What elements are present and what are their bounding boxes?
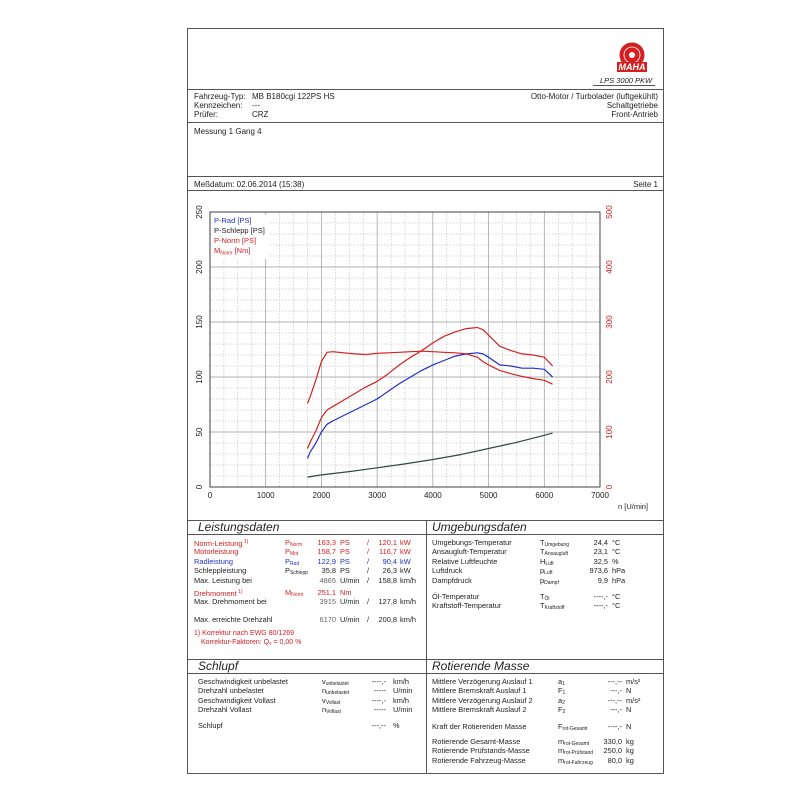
masse-label: Mittlere Verzögerung Auslauf 1 bbox=[432, 677, 533, 686]
umgebung-label: Luftdruck bbox=[432, 566, 463, 576]
symbol-subscript: rot-Fahrzeug bbox=[564, 759, 593, 766]
umgebung-symbol: $H_{Luft}$ bbox=[540, 556, 554, 567]
leistung-symbol: $M_{Norm}$ bbox=[285, 588, 304, 598]
column-divider bbox=[426, 520, 427, 773]
chart-legend bbox=[212, 215, 270, 259]
symbol-subscript: Mot bbox=[289, 551, 299, 558]
schlupf-unit: % bbox=[393, 721, 400, 730]
legend-entry: $M_{Norm}$ [Nm] bbox=[214, 246, 251, 257]
leistung-value-1: 251,1 bbox=[317, 588, 336, 597]
plate-label: Kennzeichen: bbox=[194, 101, 243, 110]
series-line bbox=[308, 433, 553, 477]
umgebung-label: Dampfdruck bbox=[432, 575, 472, 585]
logo-underline bbox=[593, 85, 655, 86]
leistung-value-1: 122,9 bbox=[317, 556, 336, 566]
x-tick-label: 6000 bbox=[535, 491, 554, 500]
drive: Front-Antrieb bbox=[611, 110, 658, 119]
leistung-unit-1: PS bbox=[340, 566, 350, 576]
leistung-unit-1: U/min bbox=[340, 615, 360, 624]
legend-entry: P-Rad [PS] bbox=[214, 216, 252, 225]
leistung-value-1: 163,3 bbox=[317, 538, 336, 547]
leistung-unit-2: kW bbox=[400, 547, 411, 557]
umgebung-symbol: $p_{Dampf}$ bbox=[540, 575, 559, 586]
symbol-subscript: 1 bbox=[562, 690, 566, 697]
x-tick-label: 2000 bbox=[312, 491, 331, 500]
leistung-value-2: 127,8 bbox=[378, 597, 397, 607]
masse-label: Mittlere Bremskraft Auslauf 2 bbox=[432, 705, 527, 715]
leistung-value-2: 200,8 bbox=[378, 615, 397, 624]
leistung-unit-1: U/min bbox=[340, 597, 360, 607]
leistung-symbol: $P_{Rad}$ bbox=[285, 556, 300, 567]
measurement-date: Meßdatum: 02.06.2014 (15:38) bbox=[194, 180, 305, 189]
y-right-tick-label: 500 bbox=[605, 205, 614, 219]
vehicle-type: MB B180cgi 122PS HS bbox=[252, 92, 335, 101]
leistung-unit-1: PS bbox=[340, 538, 350, 547]
leistung-separator: / bbox=[367, 615, 370, 624]
leistung-value-2: 90,4 bbox=[382, 556, 397, 566]
y-right-tick-label: 300 bbox=[605, 315, 614, 329]
schlupf-value: ---,-- bbox=[371, 721, 386, 730]
y-right-tick-label: 0 bbox=[605, 484, 614, 490]
leistung-separator: / bbox=[367, 547, 370, 557]
engine-type: Otto-Motor / Turbolader (luftgekühlt) bbox=[530, 92, 658, 101]
leistung-separator: / bbox=[367, 556, 370, 566]
umgebung-label: Relative Luftfeuchte bbox=[432, 556, 498, 566]
page-number: Seite 1 bbox=[633, 180, 658, 189]
leistung-symbol: $P_{Schlepp}$ bbox=[285, 566, 309, 577]
divider bbox=[188, 89, 663, 90]
divider bbox=[188, 534, 663, 535]
schlupf-unit: U/min bbox=[393, 686, 413, 696]
masse-symbol: $a_1$ bbox=[558, 677, 565, 687]
umgebung-value: ----,- bbox=[593, 592, 608, 601]
x-axis-unit: n [U/min] bbox=[617, 502, 648, 511]
masse-unit: N bbox=[626, 722, 632, 731]
y-right-tick-label: 400 bbox=[605, 260, 614, 274]
umgebung-symbol: $T_{Öl}$ bbox=[540, 592, 550, 602]
symbol-subscript: 2 bbox=[562, 709, 566, 716]
masse-value: ---,-- bbox=[607, 677, 622, 686]
leistung-separator: / bbox=[367, 566, 370, 576]
schlupf-symbol: $n_{Vollast}$ bbox=[322, 705, 341, 716]
masse-symbol: $F_1$ bbox=[558, 686, 566, 697]
leistung-unit-2: kW bbox=[400, 556, 411, 566]
footnote-mark: 1) bbox=[242, 539, 249, 545]
divider bbox=[188, 190, 663, 191]
x-tick-label: 4000 bbox=[423, 491, 442, 500]
masse-value: ---,-- bbox=[607, 695, 622, 705]
umgebung-symbol: $p_{Luft}$ bbox=[540, 566, 553, 577]
power-chart bbox=[188, 194, 663, 524]
schlupf-title: Schlupf bbox=[198, 659, 239, 673]
divider bbox=[188, 176, 663, 177]
leistung-unit-2: km/h bbox=[400, 597, 417, 607]
leistung-label: Max. Leistung bei bbox=[194, 575, 252, 585]
masse-unit: kg bbox=[626, 746, 634, 756]
symbol-subscript: Norm bbox=[289, 542, 303, 548]
y-left-tick-label: 50 bbox=[195, 427, 204, 437]
leistung-separator: / bbox=[367, 575, 370, 585]
masse-value: ----,- bbox=[607, 722, 622, 731]
symbol-subscript: rot-Gesamt bbox=[564, 741, 590, 747]
umgebung-title: Umgebungsdaten bbox=[432, 520, 527, 534]
leistung-unit-1: Nm bbox=[340, 588, 352, 597]
schlupf-value: ----- bbox=[373, 686, 386, 696]
symbol-subscript: Kraftstoff bbox=[544, 605, 565, 612]
leistung-value-1: 158,7 bbox=[317, 547, 336, 557]
schlupf-value: ----,- bbox=[371, 677, 386, 686]
schlupf-label: Schlupf bbox=[198, 721, 223, 730]
y-left-tick-label: 250 bbox=[195, 205, 204, 219]
x-tick-label: 7000 bbox=[591, 491, 609, 500]
masse-unit: kg bbox=[626, 755, 634, 765]
masse-label: Rotierende Gesamt-Masse bbox=[432, 737, 521, 746]
symbol-subscript: Schlepp bbox=[289, 570, 309, 577]
umgebung-value: 32,5 bbox=[593, 556, 608, 566]
leistung-separator: / bbox=[367, 597, 370, 607]
plate: --- bbox=[252, 101, 260, 110]
schlupf-label: Drehzahl Vollast bbox=[198, 705, 252, 715]
leistung-value-2: 26,3 bbox=[382, 566, 397, 576]
leistung-value-1: 3915 bbox=[319, 597, 336, 607]
logo-model: LPS 3000 PKW bbox=[600, 76, 653, 85]
x-tick-label: 3000 bbox=[368, 491, 387, 500]
y-left-tick-label: 150 bbox=[195, 315, 204, 329]
schlupf-unit: U/min bbox=[393, 705, 413, 715]
masse-value: 80,0 bbox=[607, 755, 622, 765]
vehicle-type-label: Fahrzeug-Typ: bbox=[194, 92, 246, 101]
leistung-value-2: 158,8 bbox=[378, 575, 397, 585]
umgebung-label: Ansaugluft-Temperatur bbox=[432, 547, 507, 557]
umgebung-value: 973,6 bbox=[589, 566, 608, 576]
symbol-subscript: Vollast bbox=[326, 709, 341, 716]
umgebung-label: Kraftstoff-Temperatur bbox=[432, 601, 502, 611]
leistung-label: Max. erreichte Drehzahl bbox=[194, 615, 273, 624]
leistung-unit-1: U/min bbox=[340, 575, 360, 585]
gearbox: Schaltgetriebe bbox=[606, 101, 658, 110]
umgebung-unit: °C bbox=[612, 547, 621, 557]
masse-value: ---,- bbox=[610, 686, 622, 696]
footnote-2: Korrektur-Faktoren: $Q_v = 0,00$ % bbox=[201, 639, 302, 647]
umgebung-unit: °C bbox=[612, 601, 621, 611]
footnote-mark: 1) bbox=[236, 589, 243, 595]
symbol-subscript: Vollast bbox=[325, 699, 341, 706]
schlupf-unit: km/h bbox=[393, 695, 410, 705]
leistung-unit-1: PS bbox=[340, 547, 350, 557]
symbol-subscript: 1 bbox=[562, 681, 565, 687]
masse-unit: kg bbox=[626, 737, 634, 746]
symbol-subscript: Luft bbox=[545, 560, 554, 567]
masse-symbol: $m_{rot-Gesamt}$ bbox=[558, 737, 590, 747]
x-tick-label: 1000 bbox=[256, 491, 275, 500]
leistung-separator: / bbox=[367, 538, 370, 547]
leistung-symbol: $P_{Norm}$ bbox=[285, 538, 303, 548]
schlupf-value: ----,- bbox=[371, 695, 386, 705]
divider bbox=[188, 122, 663, 123]
masse-label: Kraft der Rotierenden Masse bbox=[432, 722, 527, 731]
tester-label: Prüfer: bbox=[194, 110, 219, 119]
leistung-value-1: 4865 bbox=[319, 575, 336, 585]
schlupf-symbol: $v_{Vollast}$ bbox=[322, 695, 341, 706]
x-tick-label: 5000 bbox=[479, 491, 498, 500]
umgebung-unit: °C bbox=[612, 538, 621, 547]
leistung-label: Radleistung bbox=[194, 556, 234, 566]
schlupf-label: Drehzahl unbelastet bbox=[198, 686, 264, 696]
umgebung-unit: % bbox=[612, 556, 619, 566]
leistung-unit-2: kW bbox=[400, 566, 411, 576]
masse-value: 330,0 bbox=[603, 737, 622, 746]
leistung-unit-2: km/h bbox=[400, 615, 417, 624]
schlupf-symbol: $v_{unbelastet}$ bbox=[322, 677, 349, 687]
chart-lines bbox=[308, 328, 553, 478]
legend-entry: P-Schlepp [PS] bbox=[214, 226, 265, 235]
leistung-value-2: 116,7 bbox=[379, 547, 397, 557]
symbol-subscript: Umgebung bbox=[544, 542, 569, 548]
masse-symbol: $F_{rot-Gesamt}$ bbox=[558, 722, 588, 732]
schlupf-unit: km/h bbox=[393, 677, 410, 686]
leistung-value-2: 120,1 bbox=[378, 538, 397, 547]
leistung-value-1: 35,8 bbox=[321, 566, 336, 576]
report-sheet bbox=[187, 28, 664, 774]
umgebung-symbol: $T_{Kraftstoff}$ bbox=[540, 601, 565, 612]
leistung-label: Max. Drehmoment bei bbox=[194, 597, 267, 607]
symbol-subscript: Rad bbox=[289, 560, 300, 567]
masse-unit: N bbox=[626, 686, 632, 696]
schlupf-symbol: $n_{unbelastet}$ bbox=[322, 686, 350, 697]
umgebung-symbol: $T_{Ansaugluft}$ bbox=[540, 547, 569, 558]
symbol-subscript: Luft bbox=[544, 570, 553, 577]
masse-label: Mittlere Bremskraft Auslauf 1 bbox=[432, 686, 527, 696]
umgebung-label: Öl-Temperatur bbox=[432, 592, 480, 601]
divider bbox=[188, 659, 663, 660]
leistung-unit-2: kW bbox=[400, 538, 411, 547]
symbol-subscript: Dampf bbox=[544, 579, 559, 586]
y-right-tick-label: 100 bbox=[605, 425, 614, 439]
symbol-subscript: rot-Gesamt bbox=[562, 726, 588, 732]
schlupf-label: Geschwindigkeit Vollast bbox=[198, 695, 276, 705]
schlupf-value: ----- bbox=[373, 705, 386, 715]
umgebung-value: 23,1 bbox=[593, 547, 608, 557]
y-left-tick-label: 200 bbox=[195, 260, 204, 274]
symbol-subscript: Öl bbox=[544, 596, 550, 602]
x-tick-label: 0 bbox=[207, 491, 213, 500]
masse-unit: m/s² bbox=[626, 677, 641, 686]
umgebung-unit: hPa bbox=[612, 575, 626, 585]
masse-label: Rotierende Fahrzeug-Masse bbox=[432, 755, 526, 765]
legend-entry: P-Norm [PS] bbox=[214, 236, 257, 245]
masse-label: Mittlere Verzögerung Auslauf 2 bbox=[432, 695, 533, 705]
y-left-tick-label: 100 bbox=[195, 370, 204, 384]
masse-label: Rotierende Prüfstands-Masse bbox=[432, 746, 530, 756]
leistung-unit-2: km/h bbox=[400, 575, 417, 585]
masse-symbol: $F_2$ bbox=[558, 705, 566, 716]
measurement-title: Messung 1 Gang 4 bbox=[194, 127, 262, 136]
umgebung-value: 9,9 bbox=[597, 575, 608, 585]
symbol-subscript: rot-Prüfstand bbox=[564, 750, 594, 757]
umgebung-unit: hPa bbox=[612, 566, 626, 576]
masse-title: Rotierende Masse bbox=[432, 659, 530, 673]
masse-symbol: $a_2$ bbox=[558, 695, 565, 706]
schlupf-label: Geschwindigkeit unbelastet bbox=[198, 677, 288, 686]
tester: CRZ bbox=[252, 110, 269, 119]
symbol-subscript: Ansaugluft bbox=[544, 551, 569, 558]
leistung-label: Drehmoment $^{1)}$ bbox=[194, 589, 243, 598]
y-left-tick-label: 0 bbox=[195, 484, 204, 490]
footnote-1: 1) Korrektur nach EWG 80/1269 bbox=[194, 630, 294, 637]
logo-brand: MAHA bbox=[618, 62, 646, 72]
masse-symbol: $m_{rot-Prüfstand}$ bbox=[558, 746, 594, 757]
masse-symbol: $m_{rot-Fahrzeug}$ bbox=[558, 755, 593, 766]
umgebung-value: ----,- bbox=[593, 601, 608, 611]
leistung-label: Schleppleistung bbox=[194, 566, 247, 576]
leistung-value-1: 6170 bbox=[319, 615, 336, 624]
symbol-subscript: unbelastet bbox=[325, 681, 349, 687]
symbol-subscript: Norm bbox=[291, 592, 304, 598]
umgebung-value: 24,4 bbox=[593, 538, 608, 547]
umgebung-symbol: $T_{Umgebung}$ bbox=[540, 538, 569, 548]
divider bbox=[188, 673, 663, 674]
masse-value: 250,0 bbox=[603, 746, 622, 756]
leistung-label: Norm-Leistung $^{1)}$ bbox=[194, 539, 249, 548]
leistung-title: Leistungsdaten bbox=[198, 520, 280, 534]
umgebung-label: Umgebungs-Temperatur bbox=[432, 538, 512, 547]
masse-unit: m/s² bbox=[626, 695, 641, 705]
umgebung-unit: °C bbox=[612, 592, 621, 601]
symbol-subscript: unbelastet bbox=[326, 690, 350, 697]
leistung-unit-1: PS bbox=[340, 556, 350, 566]
y-right-tick-label: 200 bbox=[605, 370, 614, 384]
masse-value: ---,- bbox=[610, 705, 622, 715]
leistung-label: Motorleistung bbox=[194, 547, 239, 557]
masse-unit: N bbox=[626, 705, 632, 715]
leistung-symbol: $P_{Mot}$ bbox=[285, 547, 299, 558]
symbol-subscript: 2 bbox=[562, 699, 565, 706]
symbol-subscript: v bbox=[269, 641, 272, 647]
